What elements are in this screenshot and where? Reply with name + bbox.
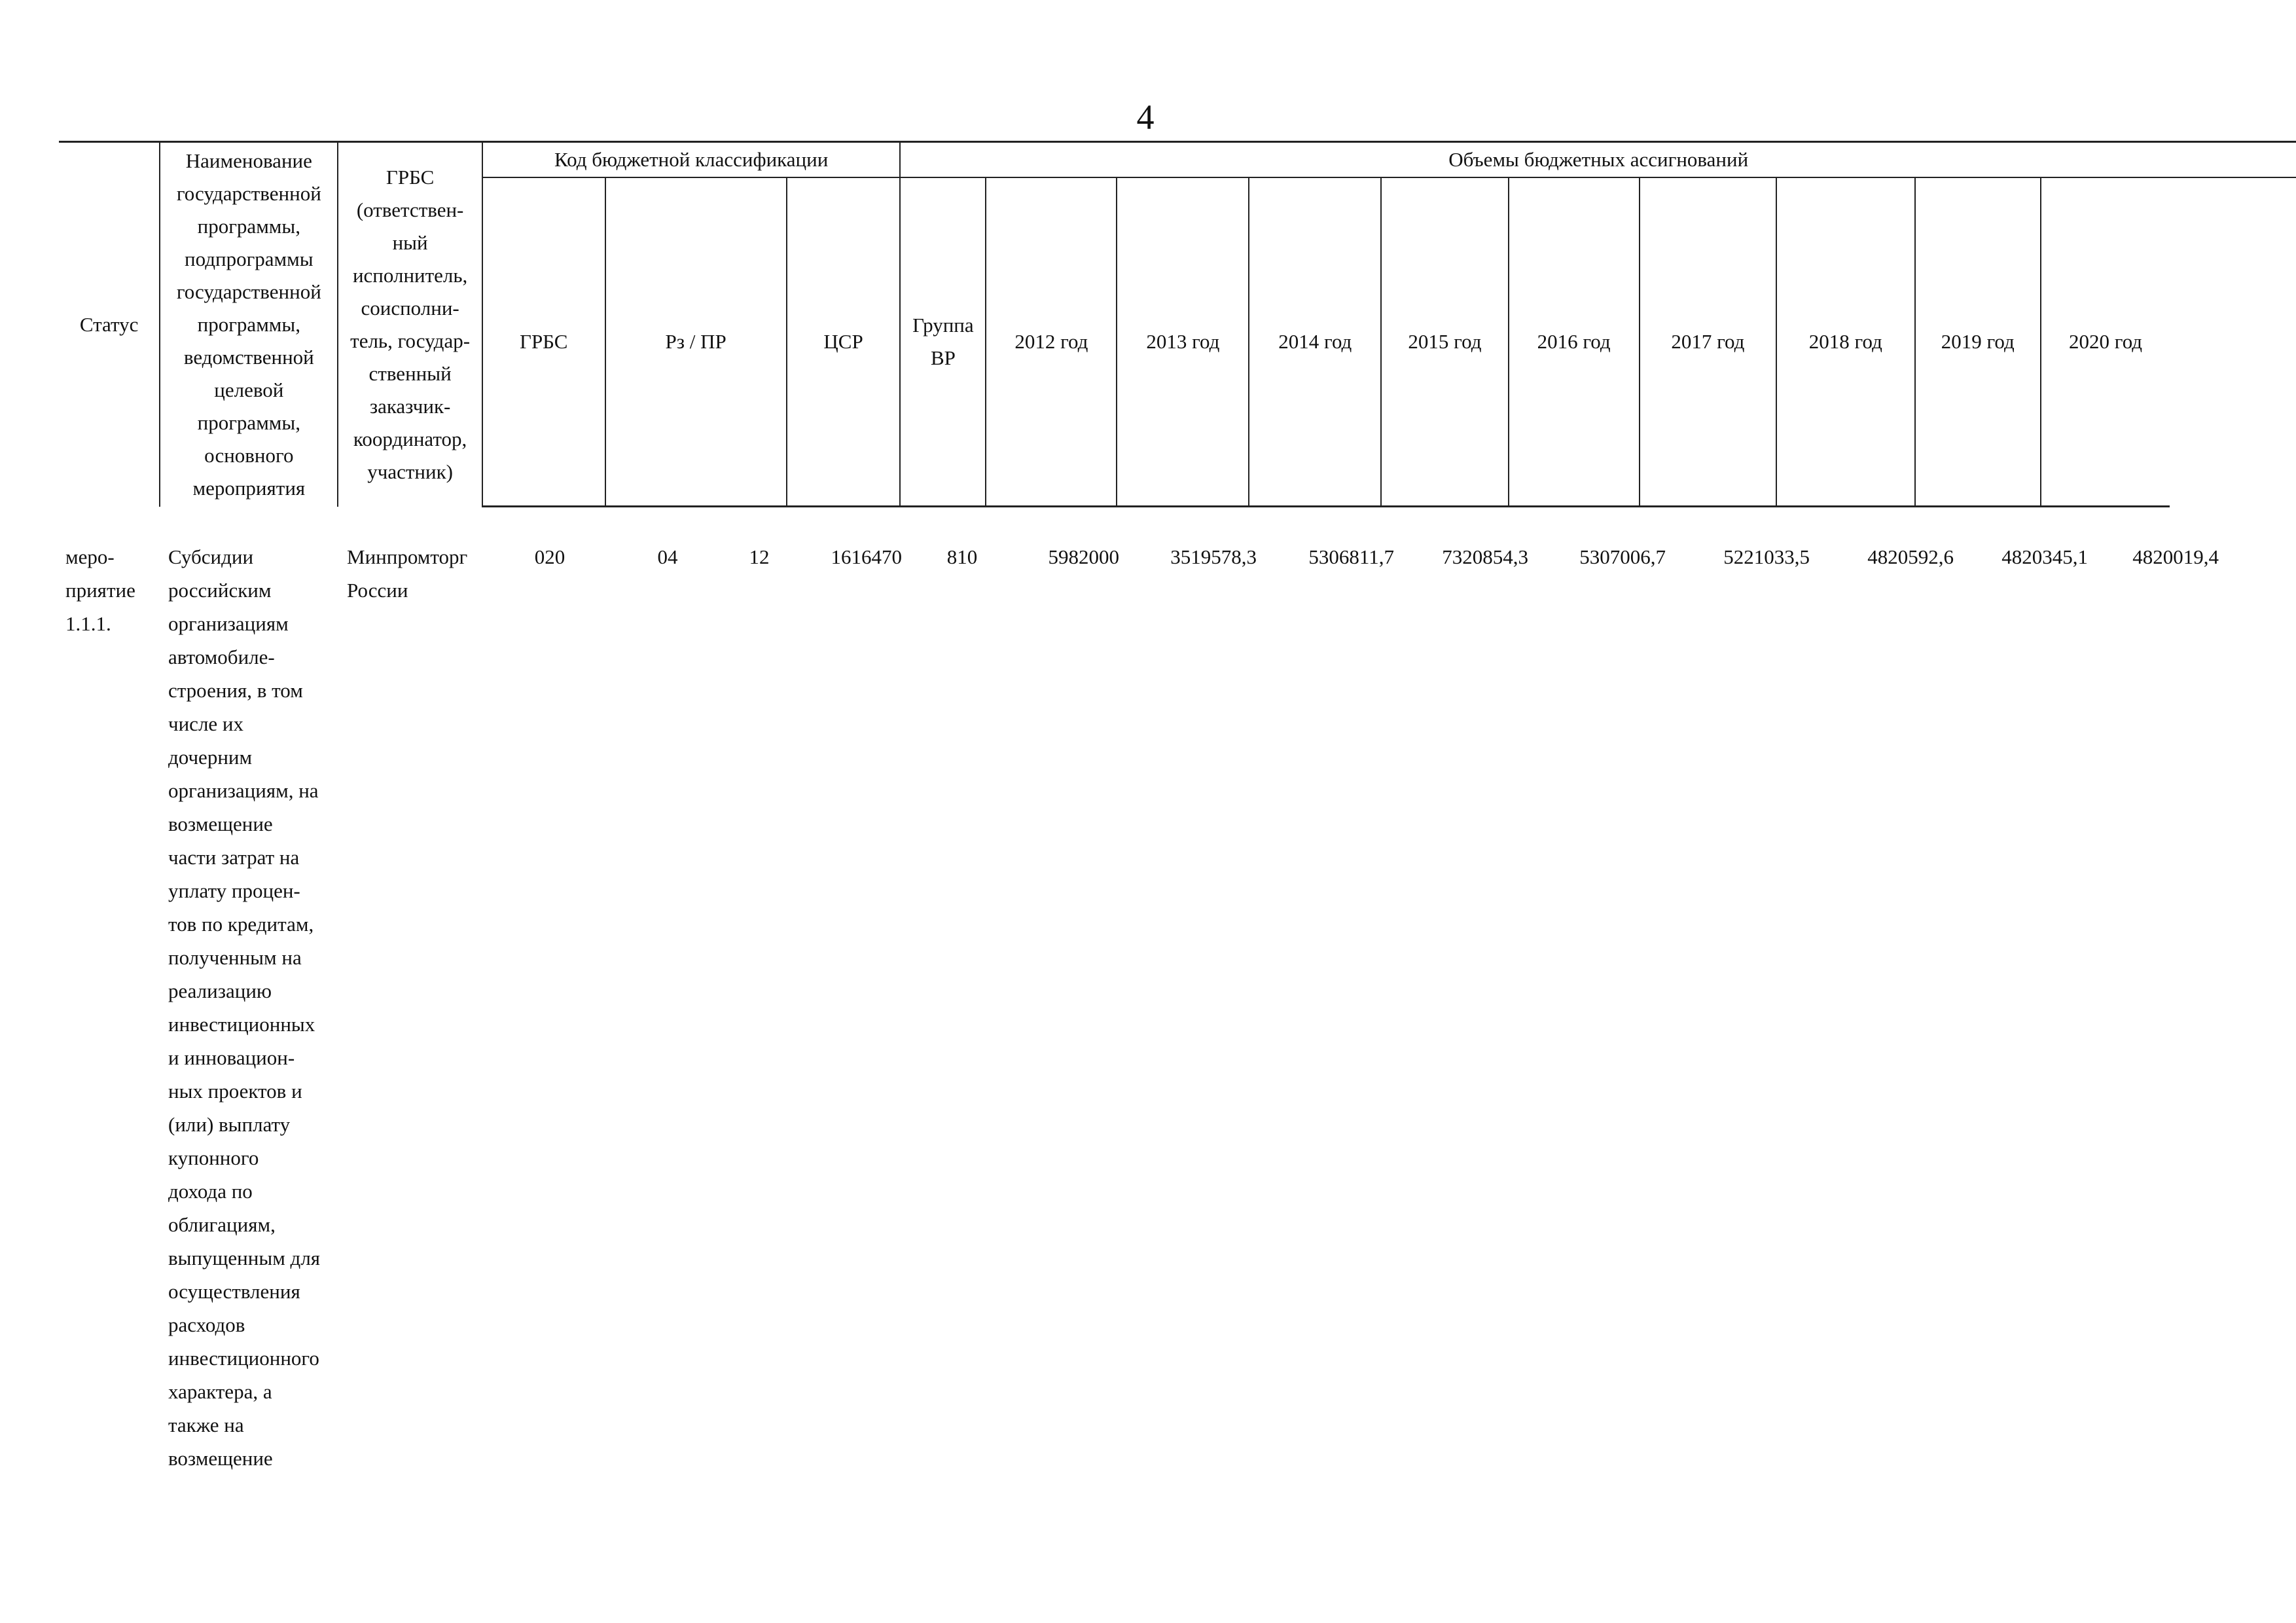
header-group-vr-line: ВР: [930, 346, 956, 369]
row-program-name-line: осуществления: [168, 1280, 300, 1303]
row-program-name-line: (или) выплату: [168, 1113, 291, 1136]
row-program-name-line: организациям: [168, 612, 289, 635]
header-program-name: [160, 142, 338, 507]
header-program-name-line: программы,: [197, 312, 301, 336]
row-vr: 810: [946, 545, 978, 568]
header-grbs-responsible-line: соисполни-: [361, 296, 459, 319]
header-year: 2018 год: [1776, 177, 1914, 507]
row-value: 5306811,7: [1308, 545, 1394, 568]
row-program-name-line: тов по кредитам,: [168, 913, 314, 936]
header-program-name-line: программы,: [197, 214, 301, 238]
header-grbs-responsible-lines: [338, 161, 481, 488]
header-program-name-line: государственной: [176, 181, 321, 205]
row-program-name-line: реализацию: [168, 979, 272, 1002]
header-program-name-line: государственной: [176, 280, 321, 303]
row-pr: 12: [749, 545, 770, 568]
header-grbs-responsible: [338, 142, 482, 507]
header-csr: ЦСР: [787, 177, 901, 507]
row-program-name-line: российским: [168, 579, 272, 602]
row-program-name-line: автомобиле-: [168, 646, 275, 668]
header-rz-pr: Рз / ПР: [605, 177, 787, 507]
row-grbs-name: [347, 540, 467, 607]
row-program-name-line: также на: [168, 1413, 244, 1436]
header-program-name-line: программы,: [197, 410, 301, 434]
row-grbs-name-line: России: [347, 579, 408, 602]
row-program-name-line: ных проектов и: [168, 1080, 302, 1103]
header-group-vr: [900, 177, 986, 507]
row-program-name-line: дохода по: [168, 1180, 253, 1203]
header-grbs-responsible-line: тель, государ-: [350, 329, 471, 352]
row-program-name-line: строения, в том: [168, 679, 303, 702]
row-value: 5982000: [1048, 545, 1119, 568]
header-grbs-responsible-line: координатор,: [353, 427, 467, 450]
budget-header-table: [59, 141, 2296, 507]
header-group-vr-line: Группа: [912, 314, 974, 337]
row-value: 4820345,1: [2001, 545, 2088, 568]
header-grbs-responsible-line: ственный: [368, 361, 452, 385]
row-value: 4820592,6: [1867, 545, 1954, 568]
header-year: 2013 год: [1117, 177, 1249, 507]
header-program-name-lines: [160, 145, 337, 505]
row-program-name-line: инвестиционных: [168, 1013, 315, 1036]
row-value: 5307006,7: [1579, 545, 1666, 568]
row-program-name-line: уплату процен-: [168, 879, 300, 902]
header-year: 2014 год: [1249, 177, 1381, 507]
row-program-name-line: характера, а: [168, 1380, 272, 1403]
row-program-name: [168, 540, 320, 1475]
header-year: 2016 год: [1509, 177, 1640, 507]
row-program-name-line: полученным на: [168, 946, 302, 969]
row-grbs-name-line: Минпромторг: [347, 545, 468, 568]
row-status-line: меро-: [65, 545, 115, 568]
header-year: 2020 год: [2041, 177, 2170, 507]
header-program-name-line: ведомственной: [183, 345, 314, 369]
row-status: [65, 540, 135, 640]
header-year: 2019 год: [1915, 177, 2041, 507]
header-grbs-responsible-line: заказчик-: [369, 394, 451, 418]
row-program-name-line: инвестиционного: [168, 1347, 319, 1370]
row-program-name-line: купонного: [168, 1146, 259, 1169]
header-grbs-responsible-line: (ответствен-: [356, 198, 464, 221]
row-program-name-line: организациям, на: [168, 779, 319, 802]
row-value: 7320854,3: [1442, 545, 1528, 568]
header-volumes-group: Объемы бюджетных ассигнований: [900, 142, 2296, 178]
row-program-name-line: Субсидии: [168, 545, 254, 568]
header-grbs-responsible-line: ный: [392, 230, 428, 254]
header-program-name-line: подпрограммы: [185, 247, 314, 270]
header-grbs-responsible-line: ГРБС: [386, 165, 435, 189]
row-csr: 1616470: [831, 545, 902, 568]
row-status-line: 1.1.1.: [65, 612, 111, 635]
row-grbs-code: 020: [534, 545, 565, 568]
header-program-name-line: целевой: [214, 378, 284, 401]
row-program-name-line: числе их: [168, 712, 244, 735]
header-status: Статус: [59, 142, 160, 507]
row-program-name-line: и инновацион-: [168, 1046, 295, 1069]
header-grbs-responsible-line: участник): [367, 460, 453, 483]
row-status-line: приятие: [65, 579, 135, 602]
page-number: 4: [1136, 98, 1155, 137]
row-program-name-line: выпущенным для: [168, 1247, 321, 1269]
header-program-name-line: основного: [204, 443, 294, 467]
row-program-name-line: расходов: [168, 1313, 245, 1336]
row-program-name-line: части затрат на: [168, 846, 300, 869]
header-grbs: ГРБС: [482, 177, 605, 507]
row-program-name-line: дочерним: [168, 746, 253, 769]
row-program-name-line: возмещение: [168, 812, 273, 835]
row-rz: 04: [657, 545, 678, 568]
row-program-name-line: возмещение: [168, 1447, 273, 1470]
row-value: 4820019,4: [2132, 545, 2219, 568]
header-grbs-responsible-line: исполнитель,: [352, 263, 468, 287]
header-year: 2017 год: [1640, 177, 1776, 507]
row-value: 5221033,5: [1723, 545, 1810, 568]
header-kbk-group: Код бюджетной классификации: [482, 142, 901, 178]
header-year: 2015 год: [1381, 177, 1508, 507]
row-program-name-line: облигациям,: [168, 1213, 276, 1236]
header-program-name-line: мероприятия: [192, 476, 306, 500]
header-program-name-line: Наименование: [185, 149, 312, 172]
row-value: 3519578,3: [1170, 545, 1257, 568]
header-year: 2012 год: [986, 177, 1117, 507]
